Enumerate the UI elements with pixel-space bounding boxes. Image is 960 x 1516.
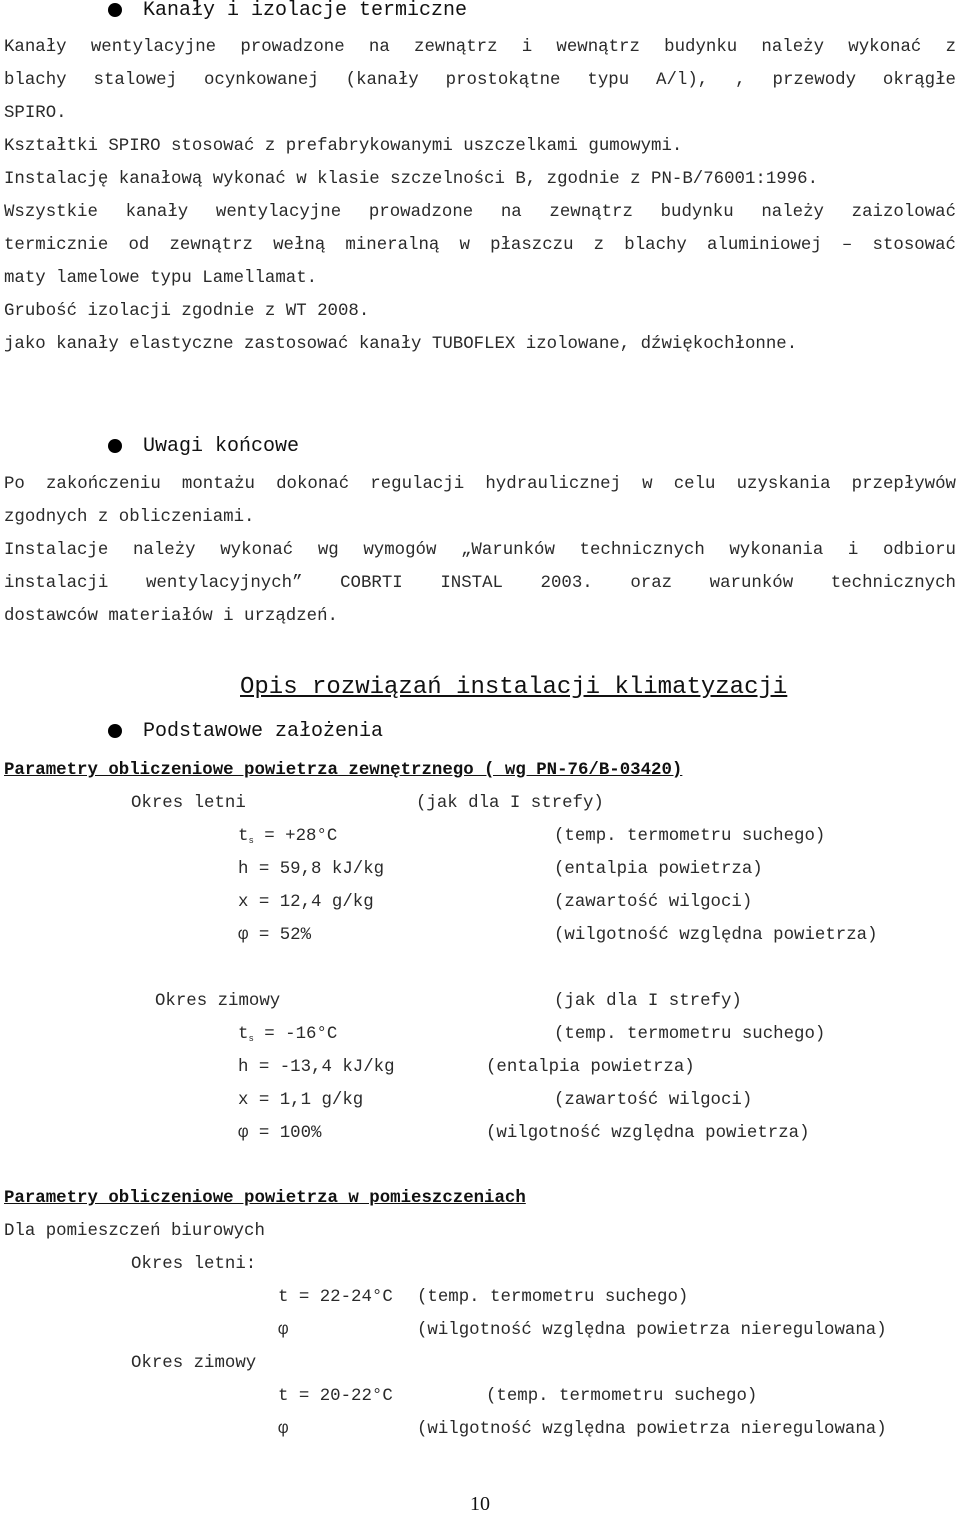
winter-moisture-desc: (zawartość wilgoci) xyxy=(554,1091,753,1110)
indoor-winter-temp-desc: (temp. termometru suchego) xyxy=(486,1387,758,1406)
paragraph-line: termicznie od zewnątrz wełną mineralną w płaszczu z blachy aluminiowej – stosować xyxy=(4,236,956,255)
winter-moisture-value: x = 1,1 g/kg xyxy=(238,1091,364,1110)
paragraph-line: Kształtki SPIRO stosować z prefabrykowanymi uszczelkami gumowymi. xyxy=(4,137,683,156)
summer-temp-desc: (temp. termometru suchego) xyxy=(554,827,826,846)
section-heading-assumptions: Podstawowe założenia xyxy=(143,720,384,743)
indoor-subtitle: Dla pomieszczeń biurowych xyxy=(4,1222,265,1241)
paragraph-line: Grubość izolacji zgodnie z WT 2008. xyxy=(4,302,370,321)
summer-note: (jak dla I strefy) xyxy=(416,794,604,813)
bullet-icon xyxy=(108,439,122,453)
bullet-icon xyxy=(108,724,122,738)
indoor-summer-humidity-value: φ xyxy=(278,1321,289,1340)
winter-humidity-value: φ = 100% xyxy=(238,1124,322,1143)
indoor-summer-temp-value: t = 22-24°C xyxy=(278,1288,393,1307)
winter-temp-desc: (temp. termometru suchego) xyxy=(554,1025,826,1044)
summer-humidity-desc: (wilgotność względna powietrza) xyxy=(554,926,878,945)
summer-humidity-value: φ = 52% xyxy=(238,926,312,945)
winter-note: (jak dla I strefy) xyxy=(554,992,742,1011)
paragraph-line: zgodnych z obliczeniami. xyxy=(4,508,255,527)
winter-enthalpy-value: h = -13,4 kJ/kg xyxy=(238,1058,395,1077)
section-heading-ducts: Kanały i izolacje termiczne xyxy=(143,0,468,22)
paragraph-line: jako kanały elastyczne zastosować kanały TUBOFLEX izolowane, dźwiękochłonne. xyxy=(4,335,798,354)
winter-enthalpy-desc: (entalpia powietrza) xyxy=(486,1058,695,1077)
paragraph-line: SPIRO. xyxy=(4,104,67,123)
paragraph-line: blachy stalowej ocynkowanej (kanały prostokątne typu A/l), , przewody okrągłe xyxy=(4,71,956,90)
summer-enthalpy-desc: (entalpia powietrza) xyxy=(554,860,763,879)
summer-moisture-value: x = 12,4 g/kg xyxy=(238,893,374,912)
indoor-summer-temp-desc: (temp. termometru suchego) xyxy=(417,1288,689,1307)
paragraph-line: dostawców materiałów i urządzeń. xyxy=(4,607,338,626)
indoor-winter-humidity-value: φ xyxy=(278,1420,289,1439)
page-title: Opis rozwiązań instalacji klimatyzacji xyxy=(240,674,788,701)
paragraph-line: Kanały wentylacyjne prowadzone na zewnątrz i wewnątrz budynku należy wykonać z xyxy=(4,38,956,57)
outdoor-params-title: Parametry obliczeniowe powietrza zewnętrznego ( wg PN-76/B-03420) xyxy=(4,761,683,780)
indoor-winter-humidity-desc: (wilgotność względna powietrza nieregulowana) xyxy=(417,1420,887,1439)
paragraph-line: maty lamelowe typu Lamellamat. xyxy=(4,269,318,288)
indoor-winter-temp-value: t = 20-22°C xyxy=(278,1387,393,1406)
winter-humidity-desc: (wilgotność względna powietrza) xyxy=(486,1124,810,1143)
bullet-icon xyxy=(108,3,122,17)
page-number: 10 xyxy=(470,1493,490,1515)
summer-moisture-desc: (zawartość wilgoci) xyxy=(554,893,753,912)
indoor-params-title: Parametry obliczeniowe powietrza w pomieszczeniach xyxy=(4,1189,526,1208)
paragraph-line: Instalacje należy wykonać wg wymogów „Warunków technicznych wykonania i odbioru xyxy=(4,541,956,560)
summer-temp-value: $t_s = +28^\circ C$ xyxy=(238,827,338,846)
winter-temp-value: $t_s = -16^\circ C$ xyxy=(238,1025,338,1044)
paragraph-line: Instalację kanałową wykonać w klasie szczelności B, zgodnie z PN-B/76001:1996. xyxy=(4,170,819,189)
summer-label: Okres letni xyxy=(131,794,246,813)
winter-label: Okres zimowy xyxy=(155,992,281,1011)
paragraph-line: Wszystkie kanały wentylacyjne prowadzone na zewnątrz budynku należy zaizolować xyxy=(4,203,956,222)
paragraph-line: instalacji wentylacyjnych” COBRTI INSTAL 2003. oraz warunków technicznych xyxy=(4,574,956,593)
section-heading-final-remarks: Uwagi końcowe xyxy=(143,435,300,458)
indoor-summer-label: Okres letni: xyxy=(131,1255,257,1274)
indoor-summer-humidity-desc: (wilgotność względna powietrza nieregulowana) xyxy=(417,1321,887,1340)
summer-enthalpy-value: h = 59,8 kJ/kg xyxy=(238,860,385,879)
paragraph-line: Po zakończeniu montażu dokonać regulacji hydraulicznej w celu uzyskania przepływów xyxy=(4,475,956,494)
indoor-winter-label: Okres zimowy xyxy=(131,1354,257,1373)
